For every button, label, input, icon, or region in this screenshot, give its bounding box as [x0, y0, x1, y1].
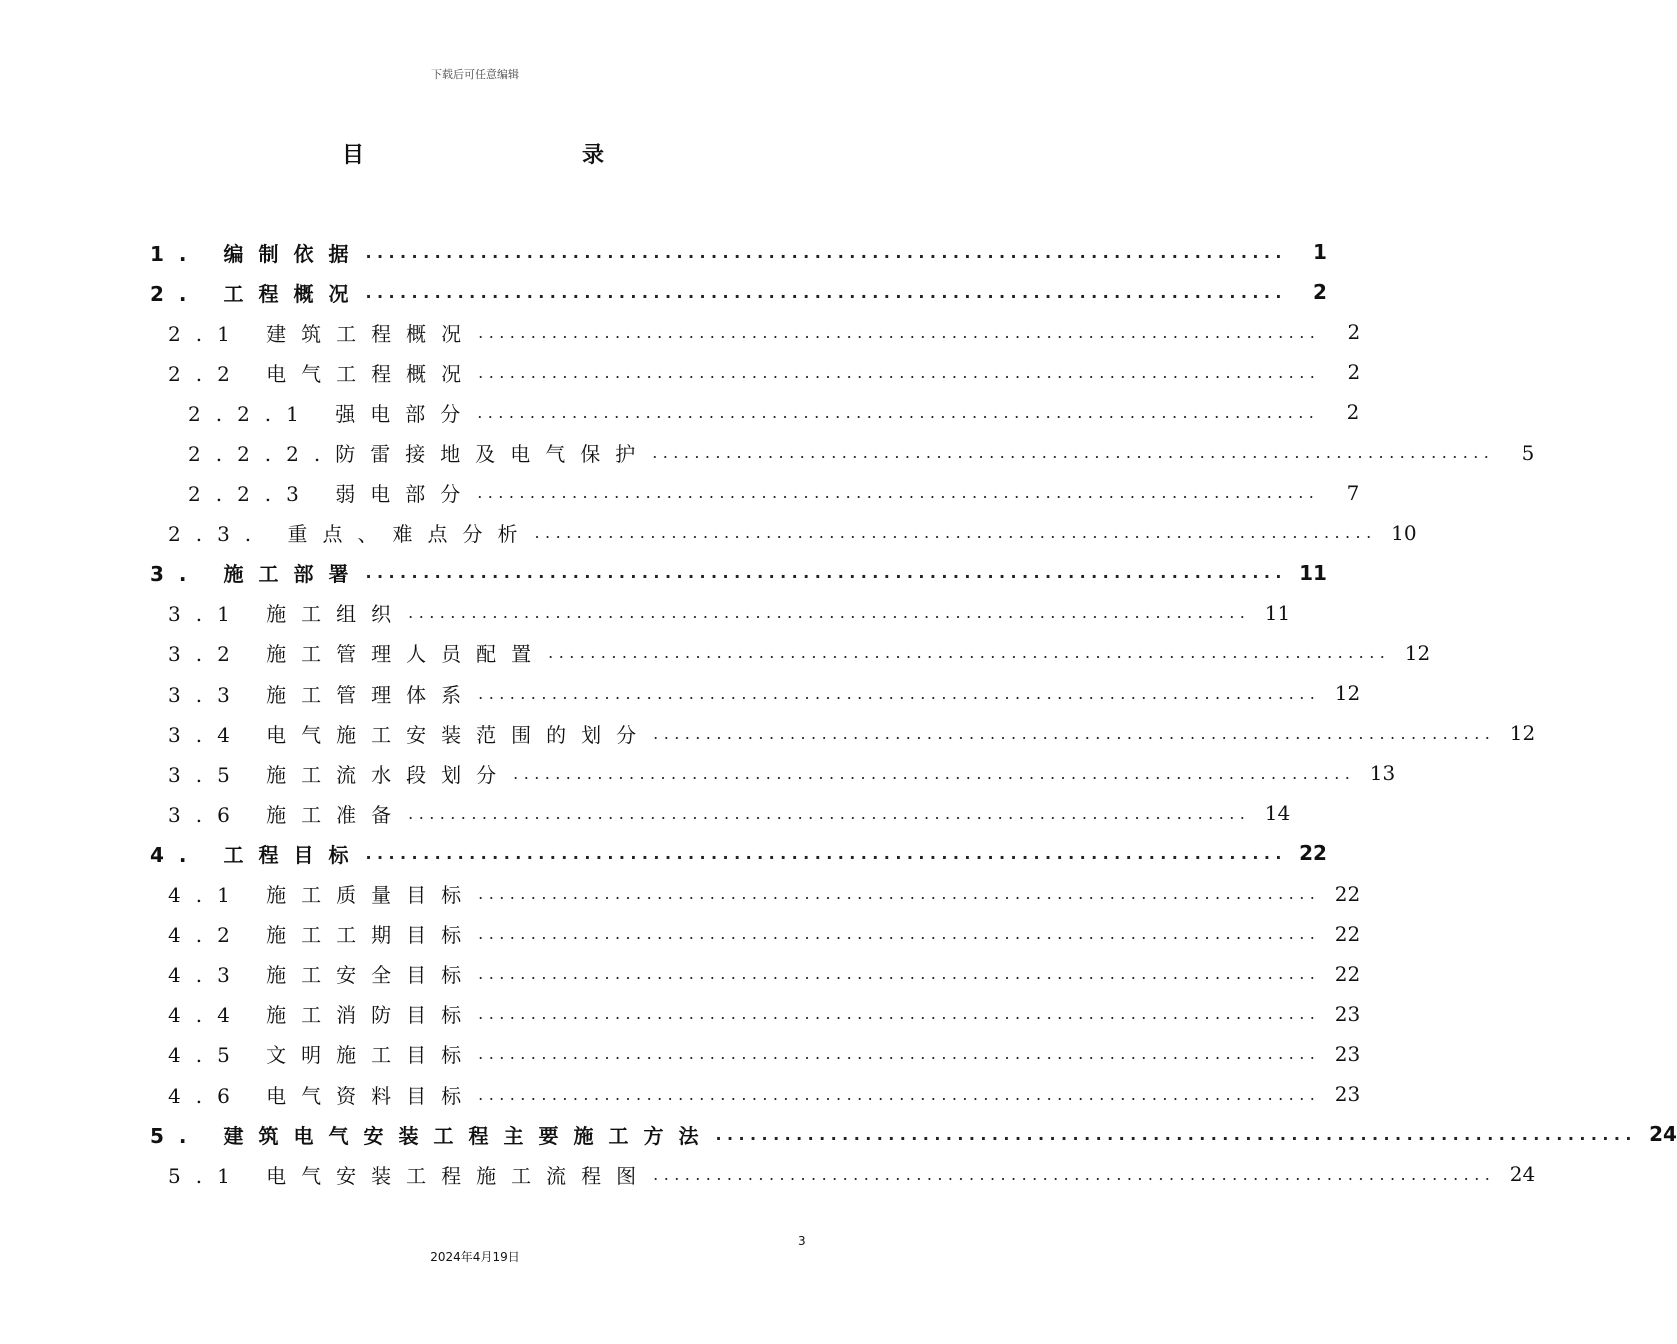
toc-entry[interactable]: [150, 753, 1396, 793]
toc-leader-dots: ................................................................................: [478, 322, 1321, 342]
toc-entry-label: 4.6 电气资料目标: [168, 1083, 477, 1108]
toc-entry-label: 1. 编制依据: [150, 241, 364, 266]
toc-entry-page: 12: [1334, 681, 1361, 706]
footer-date: 2024年4月19日: [430, 1250, 520, 1264]
toc-leader-dots: ................................................................................: [478, 1004, 1321, 1024]
toc-entry-page: 11: [1299, 560, 1327, 585]
toc-entry-page: 22: [1334, 881, 1361, 906]
toc-entry-label: 4.4 施工消防目标: [168, 1003, 477, 1028]
toc-entry-page: 2: [1347, 360, 1361, 385]
toc-leader-dots: ................................................................................: [653, 1164, 1496, 1184]
toc-entry[interactable]: [150, 312, 1361, 352]
toc-entry-label: 3.6 施工准备: [168, 802, 407, 827]
toc-leader-dots: ................................................................................: [478, 683, 1321, 703]
toc-entry[interactable]: [150, 633, 1431, 673]
toc-leader-dots: ................................................................................: [365, 242, 1287, 262]
toc-entry-label: 2.2.3 弱电部分: [188, 482, 476, 507]
toc-entry-page: 7: [1346, 480, 1360, 505]
toc-entry-label: 3.3 施工管理体系: [168, 682, 477, 707]
toc-entry-label: 3.5 施工流水段划分: [168, 762, 512, 787]
toc-entry-page: 23: [1334, 1082, 1361, 1107]
page-number: 3: [798, 1234, 806, 1248]
toc-leader-dots: ................................................................................: [408, 603, 1251, 623]
toc-entry-label: 2.1 建筑工程概况: [168, 321, 477, 346]
toc-leader-dots: ................................................................................: [478, 1044, 1321, 1064]
toc-leader-dots: ................................................................................: [478, 964, 1321, 984]
toc-entry-page: 23: [1334, 1001, 1361, 1026]
toc-entry[interactable]: [150, 994, 1361, 1034]
toc-leader-dots: ................................................................................: [478, 924, 1321, 944]
toc-entry-page: 5: [1521, 440, 1535, 465]
header-note: 下载后可任意编辑: [431, 68, 519, 81]
toc-leader-dots: ................................................................................: [513, 763, 1356, 783]
toc-entry-page: 12: [1404, 640, 1431, 665]
toc-leader-dots: ................................................................................: [548, 643, 1391, 663]
toc-entry-page: 22: [1334, 961, 1361, 986]
toc-leader-dots: ................................................................................: [478, 884, 1321, 904]
toc-entry-label: 4.3 施工安全目标: [168, 963, 477, 988]
toc-entry-label: 3.2 施工管理人员配置: [168, 642, 547, 667]
toc-entry[interactable]: [150, 232, 1327, 272]
toc-title-char-2: 录: [581, 143, 604, 168]
toc-entry[interactable]: [150, 593, 1291, 633]
toc-entry-label: 2.2.1 强电部分: [188, 401, 476, 426]
toc-entry-page: 2: [1347, 320, 1361, 345]
toc-leader-dots: ................................................................................: [477, 483, 1320, 503]
toc-entry-page: 10: [1391, 520, 1417, 545]
toc-title: [342, 138, 604, 169]
toc-entry-page: 1: [1313, 240, 1327, 265]
toc-entry[interactable]: [150, 513, 1417, 553]
toc-leader-dots: ................................................................................: [478, 1084, 1321, 1104]
toc-entry[interactable]: [150, 954, 1361, 994]
toc-entry-label: 2.3. 重点、难点分析: [168, 522, 533, 547]
toc-entry-page: 14: [1264, 801, 1291, 826]
toc-entry[interactable]: [150, 272, 1327, 312]
toc-entry[interactable]: [150, 432, 1535, 472]
toc-entry-label: 5. 建筑电气安装工程主要施工方法: [150, 1123, 714, 1148]
toc-entry[interactable]: [150, 833, 1327, 873]
toc-entry-page: 23: [1334, 1041, 1361, 1066]
toc-entry[interactable]: [150, 352, 1361, 392]
toc-entry-page: 13: [1369, 761, 1396, 786]
toc-leader-dots: ................................................................................: [652, 443, 1495, 463]
toc-entry-page: 22: [1299, 841, 1327, 866]
table-of-contents: [150, 232, 1677, 1194]
toc-entry-page: 22: [1334, 921, 1361, 946]
toc-leader-dots: ................................................................................: [478, 362, 1321, 382]
toc-entry[interactable]: [150, 713, 1536, 753]
toc-entry[interactable]: [150, 1034, 1361, 1074]
toc-entry-label: 3.4 电气施工安装范围的划分: [168, 722, 652, 747]
toc-entry[interactable]: [150, 874, 1361, 914]
toc-entry-label: 5.1 电气安装工程施工流程图: [168, 1163, 652, 1188]
toc-entry[interactable]: [150, 673, 1361, 713]
toc-entry[interactable]: [150, 793, 1291, 833]
toc-leader-dots: ................................................................................: [653, 723, 1496, 743]
toc-leader-dots: ................................................................................: [715, 1124, 1637, 1144]
toc-entry[interactable]: [150, 1074, 1361, 1114]
toc-entry-page: 11: [1264, 600, 1291, 625]
toc-entry-label: 2.2 电气工程概况: [168, 361, 477, 386]
toc-entry-label: 4.1 施工质量目标: [168, 883, 477, 908]
toc-entry[interactable]: [150, 473, 1360, 513]
toc-leader-dots: ................................................................................: [408, 803, 1251, 823]
toc-entry-page: 2: [1346, 400, 1360, 425]
toc-entry-page: 24: [1509, 1162, 1536, 1187]
toc-entry-label: 4.2 施工工期目标: [168, 923, 477, 948]
toc-leader-dots: ................................................................................: [365, 843, 1287, 863]
toc-entry[interactable]: [150, 1114, 1677, 1154]
toc-entry-label: 2.2.2.防雷接地及电气保护: [188, 442, 651, 467]
toc-entry-page: 12: [1509, 721, 1536, 746]
toc-entry-page: 24: [1649, 1122, 1677, 1147]
toc-entry[interactable]: [150, 914, 1361, 954]
toc-entry[interactable]: [150, 392, 1360, 432]
toc-leader-dots: ................................................................................: [534, 523, 1377, 543]
toc-entry[interactable]: [150, 553, 1327, 593]
toc-entry[interactable]: [150, 1154, 1536, 1194]
toc-entry-label: 4.5 文明施工目标: [168, 1043, 477, 1068]
toc-leader-dots: ................................................................................: [365, 563, 1287, 583]
toc-entry-label: 2. 工程概况: [150, 281, 364, 306]
toc-entry-label: 3. 施工部署: [150, 562, 364, 587]
toc-leader-dots: ................................................................................: [365, 282, 1287, 302]
toc-entry-label: 3.1 施工组织: [168, 602, 407, 627]
toc-leader-dots: ................................................................................: [477, 402, 1320, 422]
toc-entry-page: 2: [1313, 280, 1327, 305]
toc-title-char-1: 目: [342, 143, 365, 168]
toc-entry-label: 4. 工程目标: [150, 842, 364, 867]
